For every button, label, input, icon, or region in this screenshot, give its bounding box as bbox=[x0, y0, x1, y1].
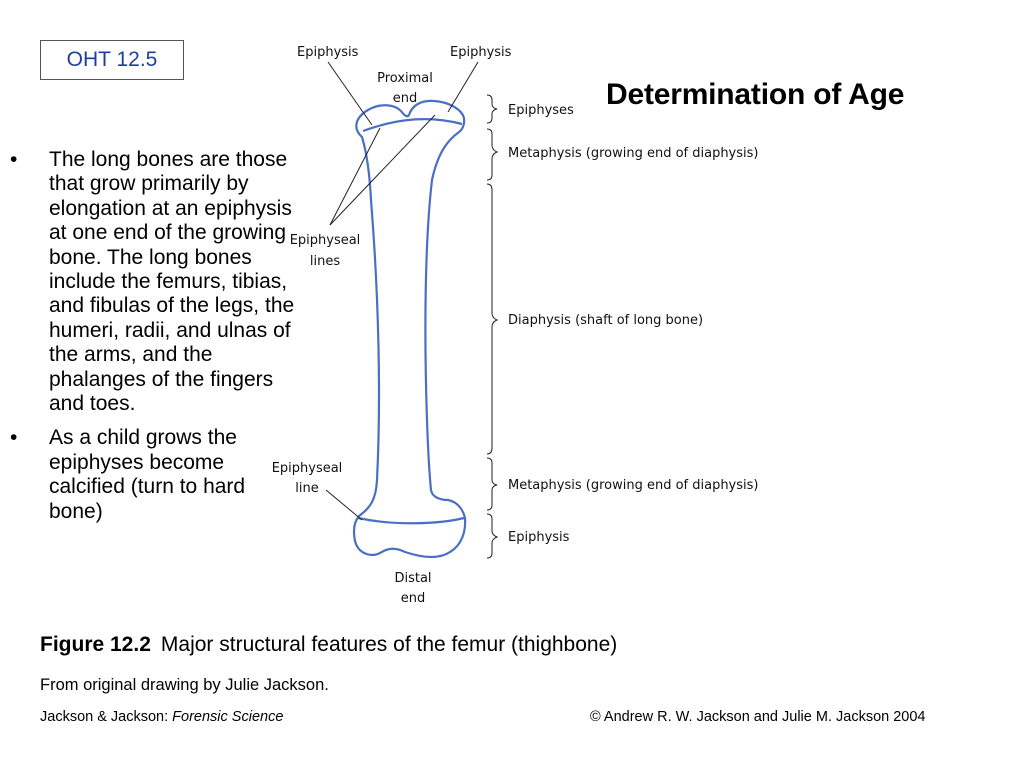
label-metaphysis-bottom: Metaphysis (growing end of diaphysis) bbox=[508, 478, 759, 493]
bullet-marker: • bbox=[10, 148, 18, 171]
label-epiphysis-left: Epiphysis bbox=[297, 45, 359, 60]
leader-lines bbox=[326, 62, 478, 520]
leader-epiphysis-right bbox=[448, 62, 478, 112]
drawing-credit: From original drawing by Julie Jackson. bbox=[40, 676, 329, 694]
brace-diaphysis bbox=[487, 184, 497, 454]
bullet-text: As a child grows the epiphyses become calcified (turn to hard bone) bbox=[49, 426, 246, 523]
figure-number: Figure 12.2 bbox=[40, 633, 151, 656]
brace-epiphysis-bottom bbox=[487, 514, 497, 558]
label-diaphysis: Diaphysis (shaft of long bone) bbox=[508, 313, 704, 328]
label-distal-end-1: Distal bbox=[394, 571, 432, 586]
femur-outline bbox=[354, 101, 465, 557]
label-epiphysis-right: Epiphysis bbox=[450, 45, 512, 60]
leader-epiphysis-left bbox=[328, 62, 372, 125]
figure-caption-text: Major structural features of the femur (thighbone) bbox=[160, 633, 618, 656]
label-epiphysis-bottom: Epiphysis bbox=[508, 530, 570, 545]
brace-epiphyses bbox=[487, 95, 497, 123]
leader-epiphyseal-lines-b bbox=[330, 115, 435, 225]
bullet-text: The long bones are those that grow primarily by elongation at an epiphysis at one end of the growing bone. The long bones include the femurs, tibias, and fibulas of the legs, the humeri, radii, and ulnas of the arms, and the phalanges of the fingers and toes. bbox=[49, 148, 295, 416]
label-epiphyseal-line-1: Epiphyseal bbox=[271, 461, 343, 476]
leader-epiphyseal-line bbox=[326, 490, 362, 520]
label-proximal-end-1: Proximal bbox=[377, 71, 433, 86]
brace-metaphysis-top bbox=[487, 129, 497, 180]
braces bbox=[487, 95, 497, 558]
brace-metaphysis-bottom bbox=[487, 458, 497, 510]
figure-caption bbox=[40, 633, 617, 657]
footer-copyright: © Andrew R. W. Jackson and Julie M. Jackson 2004 bbox=[590, 709, 926, 725]
label-proximal-end-2: end bbox=[392, 91, 418, 106]
femur-body-outline bbox=[354, 101, 465, 557]
epiphyseal-line-distal bbox=[358, 518, 464, 523]
epiphyseal-line-proximal bbox=[363, 119, 462, 131]
label-distal-end-2: end bbox=[400, 591, 426, 606]
label-epiphyses: Epiphyses bbox=[508, 103, 574, 118]
footer-source bbox=[40, 709, 283, 725]
label-epiphyseal-lines-2: lines bbox=[309, 254, 341, 269]
oht-badge-label: OHT 12.5 bbox=[66, 48, 158, 71]
footer-book-title: Forensic Science bbox=[172, 709, 284, 725]
label-epiphyseal-line-2: line bbox=[295, 481, 319, 496]
slide-title: Determination of Age bbox=[606, 78, 905, 111]
label-epiphyseal-lines-1: Epiphyseal bbox=[289, 233, 361, 248]
footer-authors: Jackson & Jackson: bbox=[40, 709, 173, 725]
label-metaphysis-top: Metaphysis (growing end of diaphysis) bbox=[508, 146, 759, 161]
bullet-marker: • bbox=[10, 426, 18, 450]
